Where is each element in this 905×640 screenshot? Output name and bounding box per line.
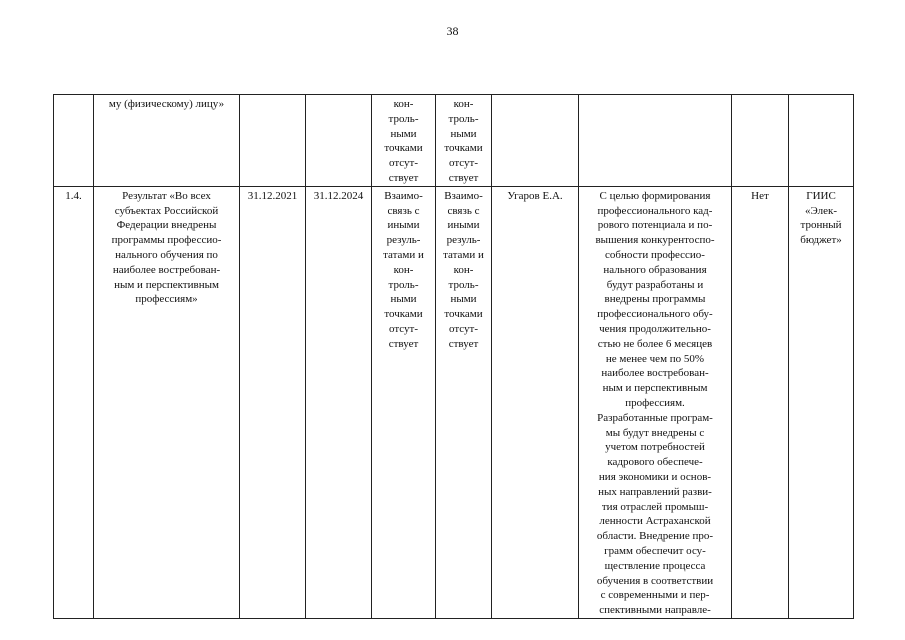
relation-cell: кон- троль- ными точками отсут- ствует xyxy=(436,95,492,187)
system-cell xyxy=(789,95,854,187)
responsible-cell xyxy=(492,95,579,187)
relation-cell: Взаимо- связь с иными резуль- татами и кон- троль- ными точками отсут- ствует xyxy=(372,186,436,618)
flag-cell xyxy=(732,95,789,187)
description-cell xyxy=(579,95,732,187)
table-row xyxy=(54,95,854,187)
result-name-cell: Результат «Во всех субъектах Российской Федерации внедрены программы профессио- нального обучения по наиболее востребован- ным и перспективным профессиям» xyxy=(94,186,240,618)
row-number-cell: 1.4. xyxy=(54,186,94,618)
result-name-cell: му (физическому) лицу» xyxy=(94,95,240,187)
page-number: 38 xyxy=(446,24,459,38)
table-row xyxy=(54,186,854,618)
row-number-cell xyxy=(54,95,94,187)
responsible-cell: Угаров Е.А. xyxy=(492,186,579,618)
end-date-cell xyxy=(306,95,372,187)
end-date-cell: 31.12.2024 xyxy=(306,186,372,618)
system-cell: ГИИС «Элек- тронный бюджет» xyxy=(789,186,854,618)
description-cell: С целью формирования профессионального кад- рового потенциала и по- вышения конкурентоспо- собности профессио- нального образования будут разработаны и внедрены программы профессионального обу- чения продолжительно- стью не более 6 месяцев не менее чем по 50% наиболее востребован- ным и перспективным профессиям. Разработанные програм- мы будут внедрены с учетом потребностей кадрового обеспече- ния экономики и основ- ных направлений разви- тия отраслей промыш- ленности Астраханской области. Внедрение про- грамм обеспечит осу- ществление процесса обучения в соответствии с современными и пер- спективными направле- xyxy=(579,186,732,618)
relation-cell: кон- троль- ными точками отсут- ствует xyxy=(372,95,436,187)
start-date-cell: 31.12.2021 xyxy=(240,186,306,618)
relation-cell: Взаимо- связь с иными резуль- татами и кон- троль- ными точками отсут- ствует xyxy=(436,186,492,618)
results-table xyxy=(53,94,854,619)
flag-cell: Нет xyxy=(732,186,789,618)
start-date-cell xyxy=(240,95,306,187)
